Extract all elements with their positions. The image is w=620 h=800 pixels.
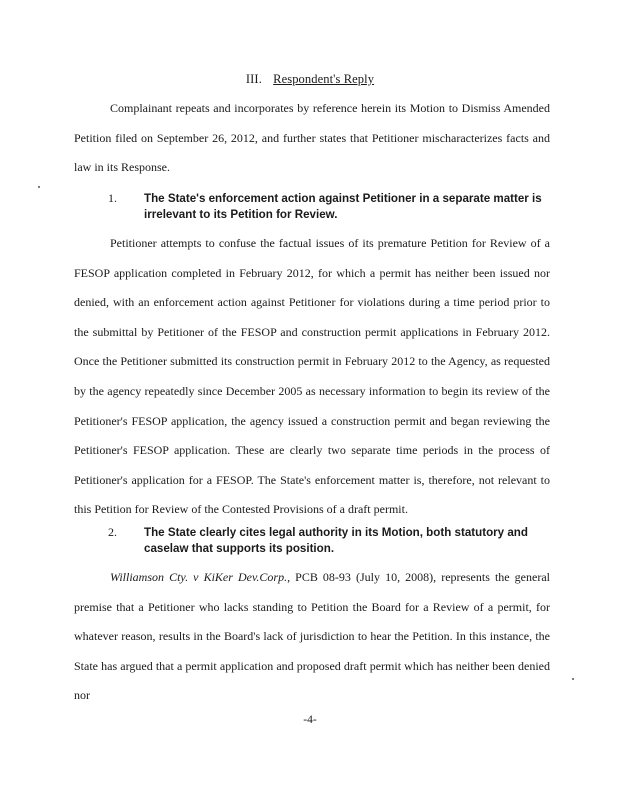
argument-two-paragraph <box>74 563 550 711</box>
section-heading <box>0 72 620 87</box>
argument-two-text: , PCB 08-93 (July 10, 2008), represents the general premise that a Petitioner who lacks standing to Petition the Board for a Review of a permit, for whatever reason, results in the Board's lack of jurisdiction to hear the Petition. In this instance, the State has argued that a permit application and proposed draft permit which has neither been denied nor <box>74 570 550 703</box>
list-item-2 <box>108 525 550 556</box>
scan-speck <box>572 678 574 680</box>
list-item-2-text: The State clearly cites legal authority in its Motion, both statutory and caselaw that supports its position. <box>144 526 528 555</box>
page-number: -4- <box>303 714 317 726</box>
section-number: III. <box>245 72 262 86</box>
argument-one-paragraph: Petitioner attempts to confuse the factual issues of its premature Petition for Review of a FESOP application completed in February 2012, for which a permit has neither been issued nor denied, with an enforcement action against Petitioner for violations during a time period prior to the submittal by Petitioner of the FESOP and construction permit applications in February 2012. Once the Petitioner submitted its construction permit in February 2012 to the Agency, as requested by the agency repeatedly since December 2005 as necessary information to begin its review of the Petitioner's FESOP application, the agency issued a construction permit and began reviewing the Petitioner's FESOP application. These are clearly two separate time periods in the process of Petitioner's application for a FESOP. The State's enforcement matter is, therefore, not relevant to this Petition for Review of the Contested Provisions of a draft permit. <box>74 236 550 517</box>
list-item-1 <box>108 191 550 222</box>
list-item-1-text: The State's enforcement action against Petitioner in a separate matter is irrelevant to its Petition for Review. <box>144 192 542 221</box>
list-item-1-number: 1. <box>108 191 117 205</box>
list-item-2-number: 2. <box>108 525 117 539</box>
intro-paragraph: Complainant repeats and incorporates by reference herein its Motion to Dismiss Amended Petition filed on September 26, 2012, and further states that Petitioner mischaracterizes facts and law in its Response. <box>74 101 550 175</box>
section-title: Respondent's Reply <box>273 72 375 86</box>
scan-speck <box>38 186 40 188</box>
case-citation: Williamson Cty. v KiKer Dev.Corp. <box>110 570 288 584</box>
